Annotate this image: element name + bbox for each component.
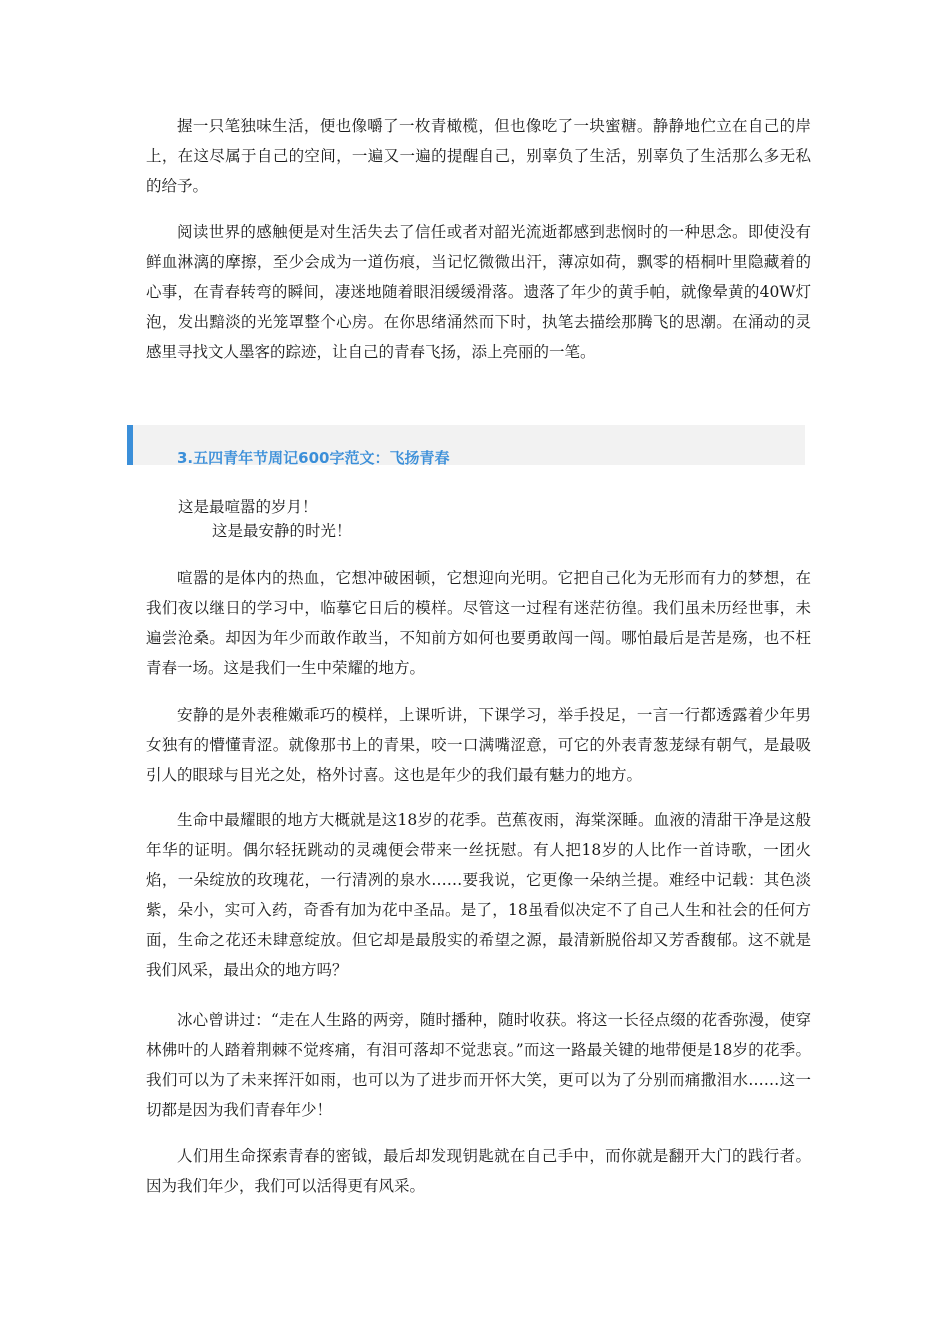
paragraph: 人们用生命探索青春的密钺，最后却发现钥匙就在自己手中，而你就是翻开大门的践行者。因为我们年少，我们可以活得更有风采。 [146, 1147, 811, 1195]
intro-line: 这是最喧嚣的岁月！ [178, 498, 318, 516]
section-accent-stripe [127, 425, 133, 465]
paragraph: 喧嚣的是体内的热血，它想冲破困顿，它想迎向光明。它把自己化为无形而有力的梦想，在我们夜以继日的学习中，临摹它日后的模样。尽管这一过程有迷茫彷徨。我们虽未历经世事，未遍尝沧桑。却因为年少而敢作敢当，不知前方如何也要勇敢闯一闯。哪怕最后是苦是殇，也不枉青春一场。这是我们一生中荣耀的地方。 [146, 569, 811, 677]
intro-line: 这是最安静的时光！ [212, 522, 352, 540]
paragraph: 生命中最耀眼的地方大概就是这18岁的花季。芭蕉夜雨，海棠深睡。血液的清甜干净是这般年华的证明。偶尔轻抚跳动的灵魂便会带来一丝抚慰。有人把18岁的人比作一首诗歌，一团火焰，一朵绽放的玫瑰花，一行清冽的泉水……要我说，它更像一朵纳兰提。难经中记载：其色淡紫，朵小，实可入药，奇香有加为花中圣品。是了，18虽看似决定不了自己人生和社会的任何方面，生命之花还未肆意绽放。但它却是最殷实的希望之源，最清新脱俗却又芳香馥郁。这不就是我们风采，最出众的地方吗？ [146, 811, 811, 979]
section-heading: 3.五四青年节周记600字范文：飞扬青春 [177, 449, 450, 467]
paragraph: 阅读世界的感触便是对生活失去了信任或者对韶光流逝都感到悲悯时的一种思念。即使没有鲜血淋漓的摩擦，至少会成为一道伤痕，当记忆微微出汗，薄凉如荷，飘零的梧桐叶里隐藏着的心事，在青春转弯的瞬间，凄迷地随着眼泪缓缓滑落。遗落了年少的黄手帕，就像晕黄的40W灯泡，发出黯淡的光笼罩整个心房。在你思绪涌然而下时，执笔去描绘那腾飞的思潮。在涌动的灵感里寻找文人墨客的踪迹，让自己的青春飞扬，添上亮丽的一笔。 [146, 223, 811, 361]
paragraph: 握一只笔独味生活，便也像嚼了一枚青橄榄，但也像吃了一块蜜糖。静静地伫立在自己的岸上，在这尽属于自己的空间，一遍又一遍的提醒自己，别辜负了生活，别辜负了生活那么多无私的给予。 [146, 117, 811, 195]
paragraph: 安静的是外表稚嫩乖巧的模样，上课听讲，下课学习，举手投足，一言一行都透露着少年男女独有的懵懂青涩。就像那书上的青果，咬一口满嘴涩意，可它的外表青葱茏绿有朝气，是最吸引人的眼球与目光之处，格外讨喜。这也是年少的我们最有魅力的地方。 [146, 706, 811, 784]
paragraph: 冰心曾讲过：“走在人生路的两旁，随时播种，随时收获。将这一长径点缀的花香弥漫，使穿林佛叶的人踏着荆棘不觉疼痛，有泪可落却不觉悲哀。”而这一路最关键的地带便是18岁的花季。我们可以为了未来挥汗如雨，也可以为了进步而开怀大笑，更可以为了分别而痛撒泪水……这一切都是因为我们青春年少！ [146, 1011, 811, 1119]
